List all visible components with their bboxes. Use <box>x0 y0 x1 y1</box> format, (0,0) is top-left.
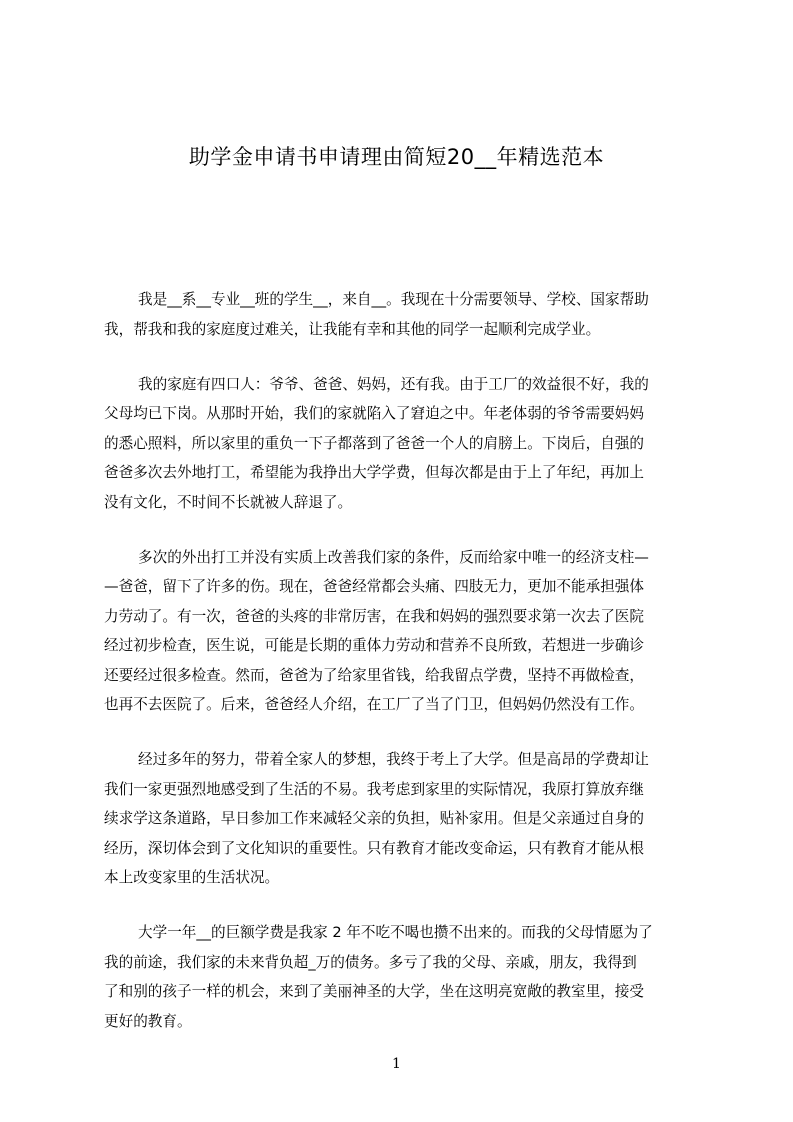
text-line: 我，帮我和我的家庭度过难关，让我能有幸和其他的同学一起顺利完成学业。 <box>104 320 601 338</box>
text-line: 经过初步检查，医生说，可能是长期的重体力劳动和营养不良所致，若想进一步确诊 <box>104 637 644 654</box>
text-line: 了和别的孩子一样的机会，来到了美丽神圣的大学，坐在这明亮宽敞的教室里，接受 <box>104 983 644 1000</box>
text-line: 还要经过很多检查。然而，爸爸为了给家里省钱，给我留点学费，坚持不再做检查， <box>104 666 644 684</box>
paragraph-2 <box>104 370 700 518</box>
text-line: 的悉心照料，所以家里的重负一下子都落到了爸爸一个人的肩膀上。下岗后，自强的 <box>104 434 644 452</box>
text-line: 本上改变家里的生活状况。 <box>104 869 280 886</box>
paragraph-3 <box>104 543 700 720</box>
text-line: 父母均已下岗。从那时开始，我们的家就陷入了窘迫之中。年老体弱的爷爷需要妈妈 <box>104 405 644 422</box>
paragraph-4 <box>104 745 700 893</box>
text-line: 经过多年的努力，带着全家人的梦想，我终于考上了大学。但是高昂的学费却让 <box>138 751 649 768</box>
page-number: 1 <box>392 1056 401 1072</box>
text-line: 爸爸多次去外地打工，希望能为我挣出大学学费，但每次都是由于上了年纪，再加上 <box>104 464 644 481</box>
text-line: 更好的教育。 <box>104 1012 192 1030</box>
text-line: 多次的外出打工并没有实质上改善我们家的条件，反而给家中唯一的经济支柱— <box>138 548 649 566</box>
document-body <box>104 285 700 1062</box>
document-title: 助学金申请书申请理由简短20__年精选范本 <box>188 145 605 169</box>
text-line: —爸爸，留下了许多的伤。现在，爸爸经常都会头痛、四肢无力，更加不能承担强体 <box>104 578 644 595</box>
text-line: 也再不去医院了。后来，爸爸经人介绍，在工厂了当了门卫，但妈妈仍然没有工作。 <box>104 696 644 713</box>
text-line: 我们一家更强烈地感受到了生活的不易。我考虑到家里的实际情况，我原打算放弃继 <box>104 780 644 798</box>
text-line: 我的前途，我们家的未来背负超_万的债务。多亏了我的父母、亲戚，朋友，我得到 <box>104 953 637 971</box>
text-line: 没有文化，不时间不长就被人辞退了。 <box>104 493 353 511</box>
paragraph-5 <box>104 918 700 1036</box>
text-line: 大学一年__的巨额学费是我家 2 年不吃不喝也攒不出来的。而我的父母情愿为了 <box>138 924 653 941</box>
text-line: 我的家庭有四口人：爷爷、爸爸、妈妈，还有我。由于工厂的效益很不好，我的 <box>138 375 649 393</box>
text-line: 力劳动了。有一次，爸爸的头疼的非常厉害，在我和妈妈的强烈要求第一次去了医院 <box>104 607 644 625</box>
text-line: 经历，深切体会到了文化知识的重要性。只有教育才能改变命运，只有教育才能从根 <box>104 839 644 857</box>
text-line: 我是__系__专业__班的学生__，来自__。我现在十分需要领导、学校、国家帮助 <box>138 291 649 308</box>
paragraph-1 <box>104 285 700 344</box>
text-line: 续求学这条道路，早日参加工作来减轻父亲的负担，贴补家用。但是父亲通过自身的 <box>104 810 644 827</box>
